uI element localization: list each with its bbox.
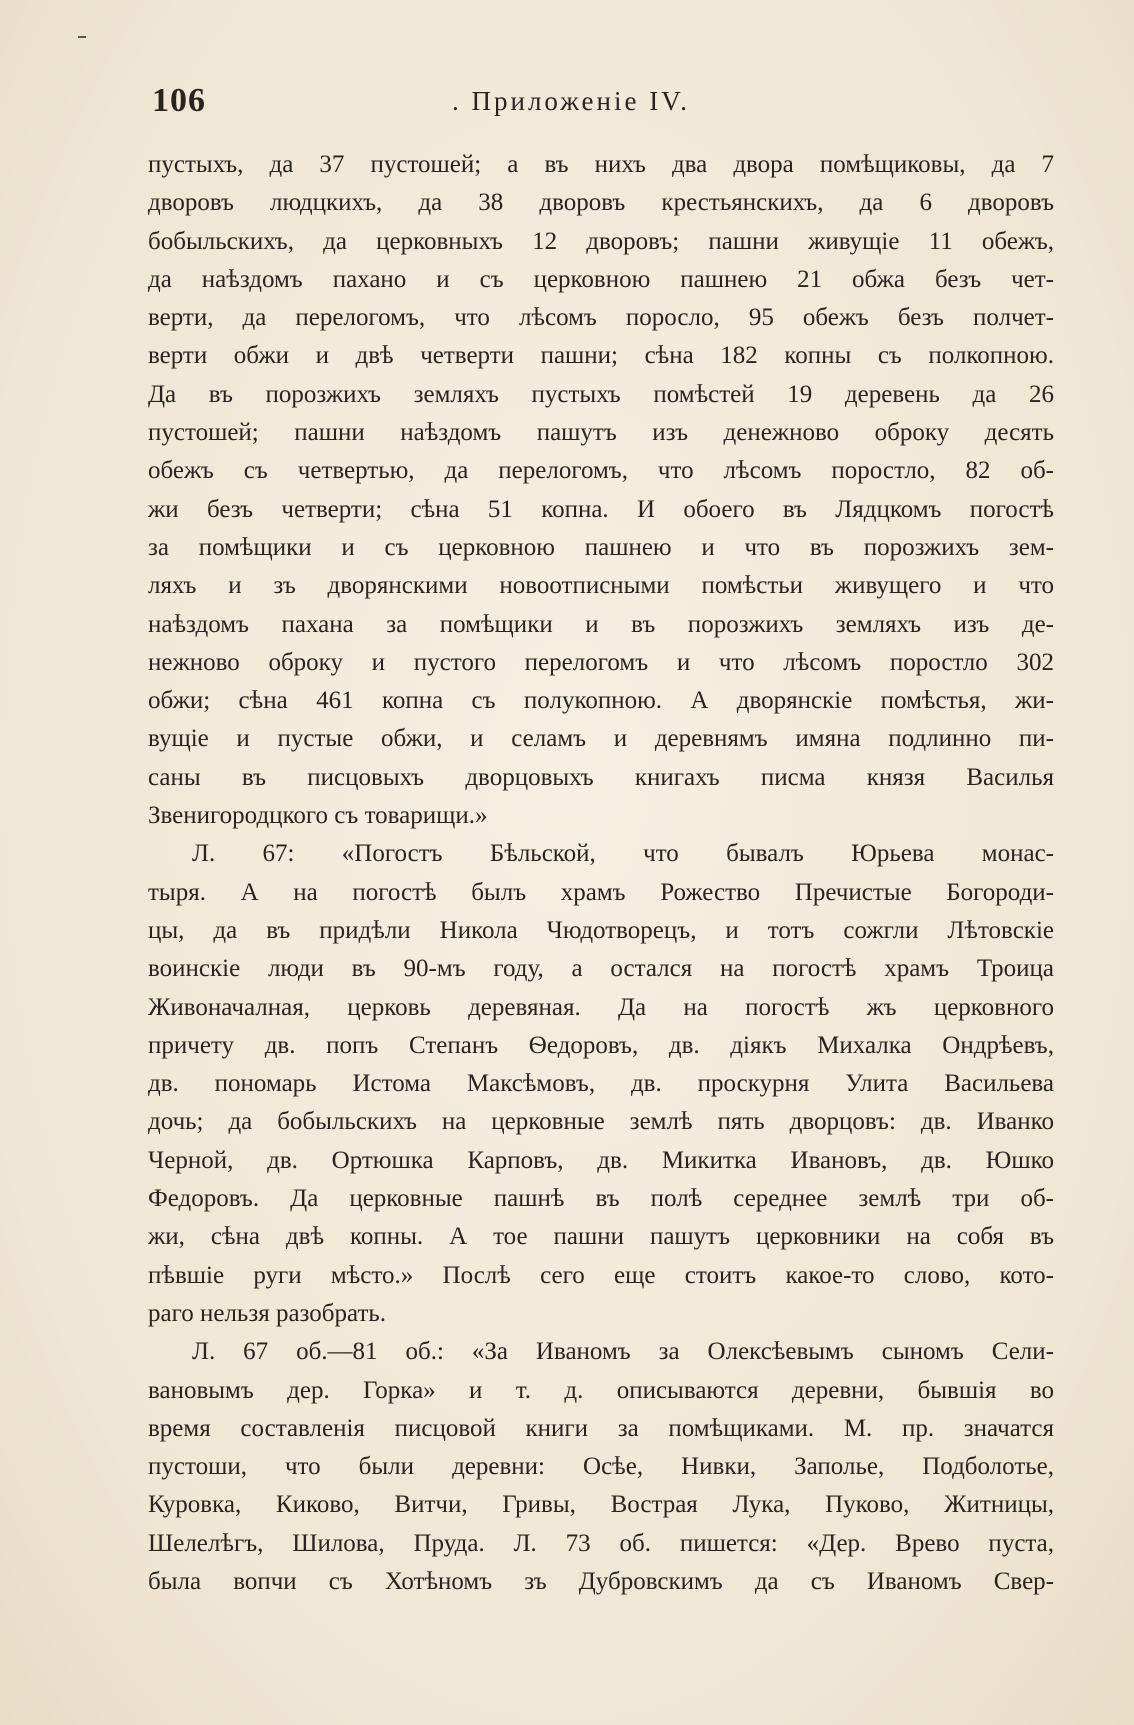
text-line: вановымъ дер. Горка» и т. д. описываются деревни, бывшія во: [148, 1376, 1054, 1404]
text-line: тыря. А на погостѣ былъ храмъ Рожество Пречистые Богороди-: [148, 878, 1054, 906]
body-text: [148, 146, 1054, 1601]
text-line: раго нельзя разобрать.: [148, 1299, 387, 1327]
text-line: пустыхъ, да 37 пустошей; а въ нихъ два двора помѣщиковы, да 7: [148, 151, 1054, 178]
text-line: Звенигородцкого съ товарищи.»: [148, 802, 488, 830]
text-line: причету дв. попъ Степанъ Ѳедоровъ, дв. діякъ Михалка Ондрѣевъ,: [148, 1031, 1054, 1059]
page-header: [152, 82, 1052, 122]
text-line: время составленія писцовой книги за помѣщиками. М. пр. значатся: [148, 1414, 1054, 1442]
text-line: вущіе и пустые обжи, и селамъ и деревнямъ имяна подлинно пи-: [148, 725, 1054, 753]
text-line: ляхъ и зъ дворянскими новоотписными помѣстьи живущего и что: [148, 572, 1054, 600]
text-line: пустошей; пашни наѣздомъ пашутъ изъ денежново оброку десять: [148, 419, 1054, 447]
text-line: Федоровъ. Да церковные пашнѣ въ полѣ середнее землѣ три об-: [148, 1185, 1054, 1213]
text-line: пѣвшіе руги мѣсто.» Послѣ сего еще стоитъ какое-то слово, кото-: [148, 1261, 1054, 1289]
text-line: цы, да въ придѣли Никола Чюдотворецъ, и тотъ сожгли Лѣтовскіе: [148, 916, 1054, 944]
running-title: . Приложеніе IV.: [452, 86, 690, 116]
text-line: Черной, дв. Ортюшка Карповъ, дв. Микитка Ивановъ, дв. Юшко: [148, 1146, 1054, 1174]
text-line: нежново оброку и пустого перелогомъ и что лѣсомъ поростло 302: [148, 648, 1054, 676]
text-line: Л. 67: «Погостъ Бѣльской, что бывалъ Юрьева монас-: [192, 840, 1054, 868]
text-line: верти, да перелогомъ, что лѣсомъ поросло, 95 обежъ безъ полчет-: [148, 304, 1054, 332]
text-line: пустоши, что были деревни: Осѣе, Нивки, Заполье, Подболотье,: [148, 1453, 1054, 1481]
text-line: Шелелѣгъ, Шилова, Пруда. Л. 73 об. пишется: «Дер. Врево пуста,: [148, 1529, 1054, 1557]
corner-mark: [78, 36, 86, 38]
text-line: обжи; сѣна 461 копна съ полукопною. А дворянскіе помѣстья, жи-: [148, 687, 1054, 715]
text-line: жи безъ четверти; сѣна 51 копна. И обоего въ Лядцкомъ погостѣ: [148, 495, 1054, 523]
text-line: бобыльскихъ, да церковныхъ 12 дворовъ; пашни живущіе 11 обежъ,: [148, 227, 1054, 255]
text-line: Куровка, Киково, Витчи, Гривы, Вострая Лука, Пуково, Житницы,: [148, 1491, 1054, 1519]
text-line: Да въ порозжихъ земляхъ пустыхъ помѣстей 19 деревень да 26: [148, 380, 1054, 408]
text-line: обежъ съ четвертью, да перелогомъ, что лѣсомъ поростло, 82 об-: [148, 457, 1054, 485]
text-line: была вопчи съ Хотѣномъ зъ Дубровскимъ да съ Иваномъ Свер-: [148, 1567, 1054, 1595]
text-line: дочь; да бобыльскихъ на церковные землѣ пять дворцовъ: дв. Иванко: [148, 1108, 1054, 1136]
text-line: Л. 67 об.—81 об.: «За Иваномъ за Олексѣевымъ сыномъ Сели-: [192, 1338, 1054, 1366]
text-line: наѣздомъ пахана за помѣщики и въ порозжихъ земляхъ изъ де-: [148, 610, 1054, 638]
text-line: Живоначалная, церковь деревяная. Да на погостѣ жъ церковного: [148, 993, 1054, 1021]
text-line: да наѣздомъ пахано и съ церковною пашнею 21 обжа безъ чет-: [148, 265, 1054, 293]
text-line: жи, сѣна двѣ копны. А тое пашни пашутъ церковники на собя въ: [148, 1223, 1054, 1251]
text-line: дворовъ людцкихъ, да 38 дворовъ крестьянскихъ, да 6 дворовъ: [148, 189, 1054, 217]
page-number: 106: [152, 82, 206, 119]
text-line: саны въ писцовыхъ дворцовыхъ книгахъ писма князя Василья: [148, 763, 1054, 791]
text-line: воинскіе люди въ 90-мъ году, а остался на погостѣ храмъ Троица: [148, 955, 1054, 983]
text-line: за помѣщики и съ церковною пашнею и что въ порозжихъ зем-: [148, 533, 1054, 561]
text-line: дв. пономарь Истома Максѣмовъ, дв. проскурня Улита Васильева: [148, 1070, 1054, 1098]
text-line: верти обжи и двѣ четверти пашни; сѣна 182 копны съ полкопною.: [148, 342, 1054, 370]
